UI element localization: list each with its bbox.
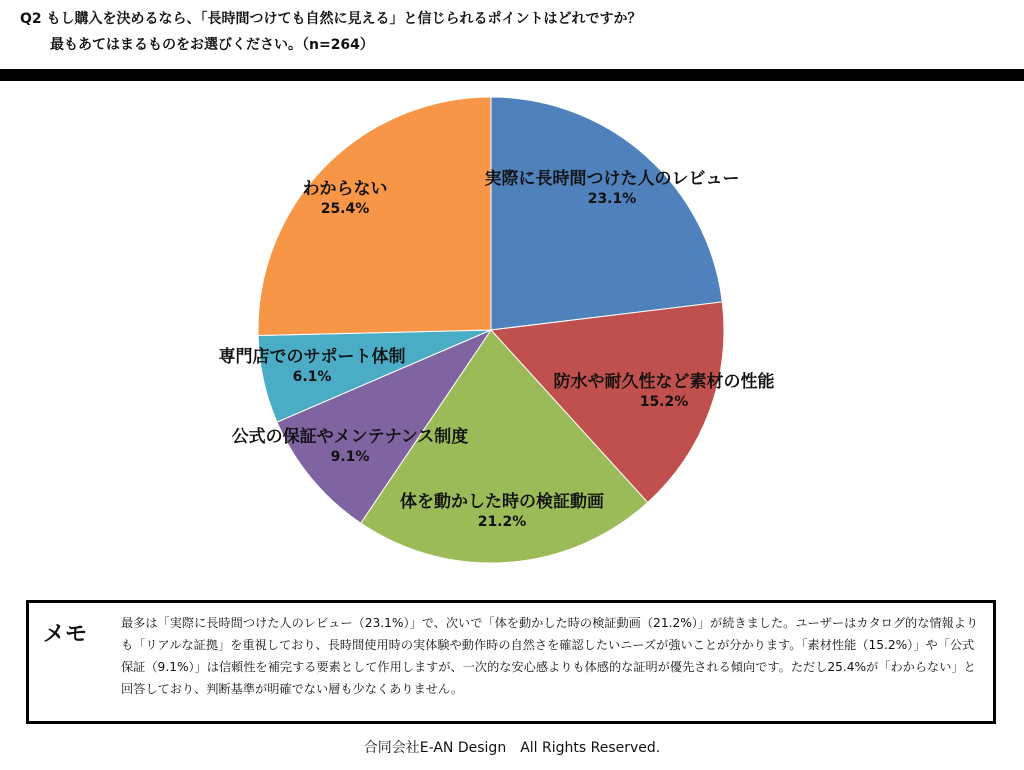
pie-chart [0, 82, 1024, 597]
slice-value-label: 25.4% [320, 201, 370, 217]
slice-label: 防水や耐久性など素材の性能 [553, 372, 775, 392]
pie-slice [491, 97, 722, 330]
memo-title: メモ [43, 622, 88, 647]
slice-value-label: 23.1% [587, 191, 637, 207]
question-line-2: 最もあてはまるものをお選びください。（n=264） [50, 37, 374, 53]
slice-value-label: 9.1% [330, 449, 370, 465]
question-line-1: Q2 もし購入を決めるなら、「長時間つけても自然に見える」と信じられるポイントはどれですか？ [20, 11, 642, 27]
slice-value-label: 6.1% [292, 369, 332, 385]
memo-body: 最多は「実際に長時間つけた人のレビュー（23.1%）」で、次いで「体を動かした時の検証動画（21.2%）」が続きました。ユーザーはカタログ的な情報よりも「リアルな証拠」を重視しており、長時間使用時の実体験や動作時の自然さを確認したいニーズが強いことが分かります。「素材性能（15.2%）」や「公式保証（9.1%）」は信頼性を補完する要素として作用しますが、一次的な安心感よりも体感的な証明が優先される傾向です。ただし25.4%が「わからない」と回答しており、判断基準が明確でない層も少なくありません。 [121, 616, 979, 696]
footer-copyright: 合同会社E-AN Design All Rights Reserved. [363, 740, 661, 756]
slice-label: 公式の保証やメンテナンス制度 [231, 427, 469, 447]
question-text [20, 6, 642, 58]
slice-value-label: 15.2% [639, 394, 689, 410]
header-divider-bar [0, 69, 1024, 81]
slice-label: わからない [302, 179, 388, 199]
slice-label: 体を動かした時の検証動画 [400, 492, 604, 512]
slice-label: 実際に長時間つけた人のレビュー [484, 169, 740, 189]
memo-box [26, 600, 996, 724]
slice-label: 専門店でのサポート体制 [218, 347, 406, 367]
pie-slice [258, 97, 491, 335]
slice-value-label: 21.2% [477, 514, 527, 530]
